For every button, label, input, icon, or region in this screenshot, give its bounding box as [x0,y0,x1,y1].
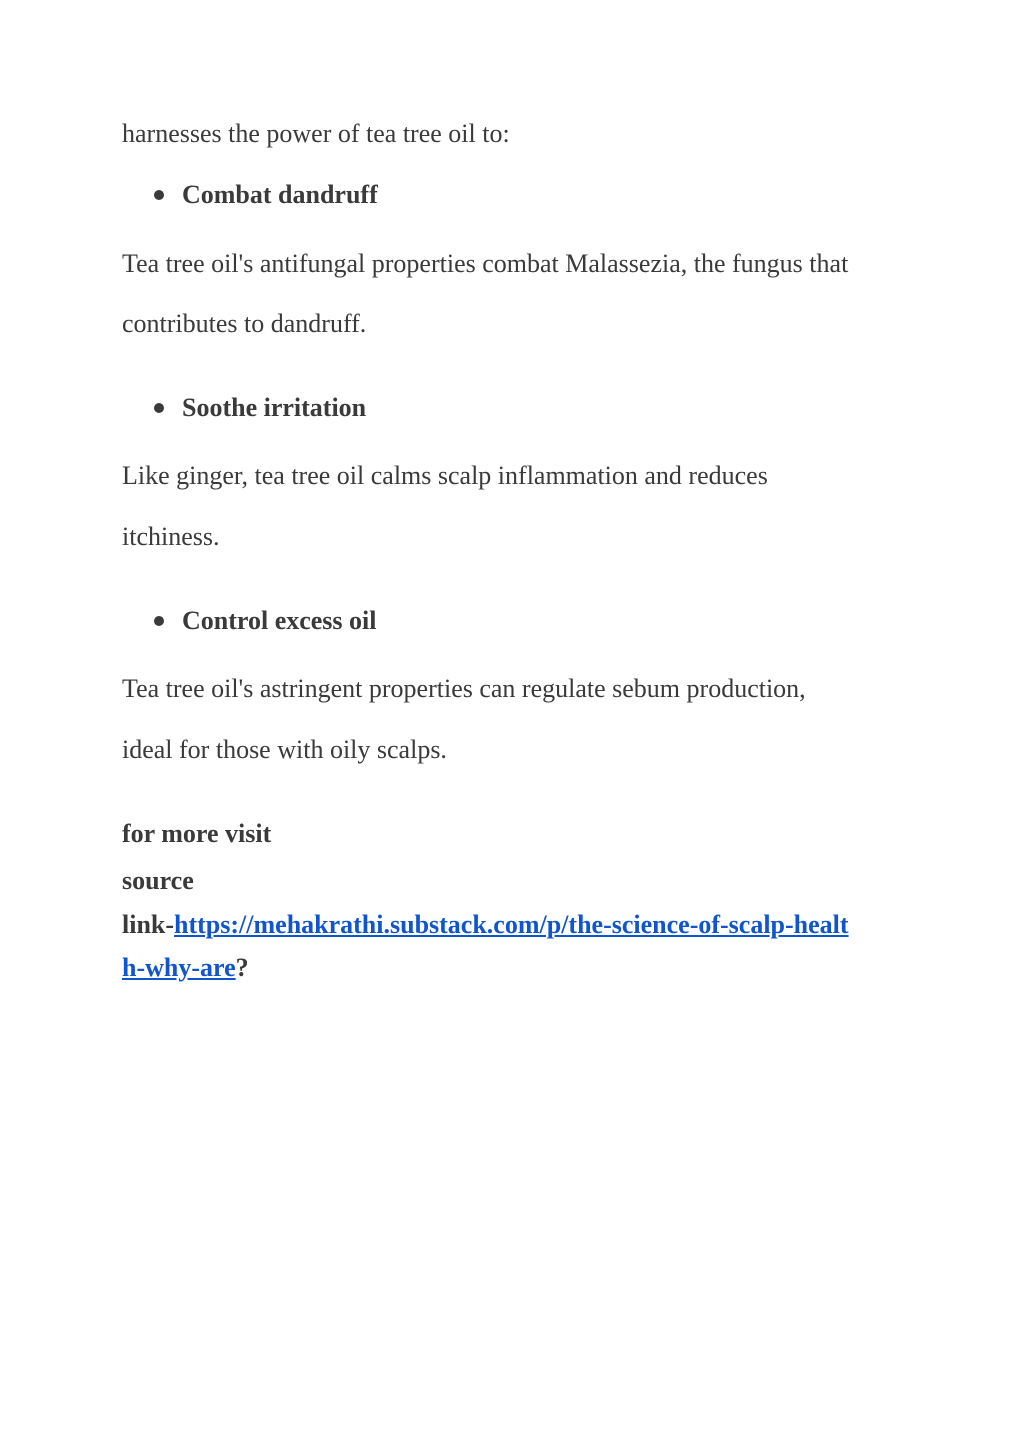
paragraph-line: Tea tree oil's antifungal properties combat Malassezia, the fungus that [122,249,849,278]
paragraph-line: ideal for those with oily scalps. [122,735,447,764]
bullet-combat-dandruff [154,179,378,211]
source-link-continued[interactable]: h-why-are [122,953,236,982]
bullet-dot-icon [154,403,164,413]
bullet-heading: Control excess oil [182,606,377,635]
bullet-dot-icon [154,190,164,200]
source-link-line-continued [122,952,249,984]
source-link-line [122,909,849,941]
for-more-visit-text: for more visit [122,819,272,848]
bullet-heading: Soothe irritation [182,393,367,422]
intro-text: harnesses the power of tea tree oil to: [122,119,510,148]
bullet-control-excess-oil [154,605,377,637]
paragraph-line: Like ginger, tea tree oil calms scalp inflammation and reduces [122,461,768,490]
paragraph-line: contributes to dandruff. [122,309,367,338]
bullet-heading: Combat dandruff [182,180,378,209]
bullet-soothe-irritation [154,392,366,424]
source-label: source [122,866,194,895]
paragraph-line: itchiness. [122,522,220,551]
link-suffix: ? [235,953,249,982]
source-link[interactable]: https://mehakrathi.substack.com/p/the-science-of-scalp-healt [174,910,849,939]
paragraph-line: Tea tree oil's astringent properties can regulate sebum production, [122,674,806,703]
bullet-dot-icon [154,616,164,626]
link-prefix: link- [122,910,175,939]
